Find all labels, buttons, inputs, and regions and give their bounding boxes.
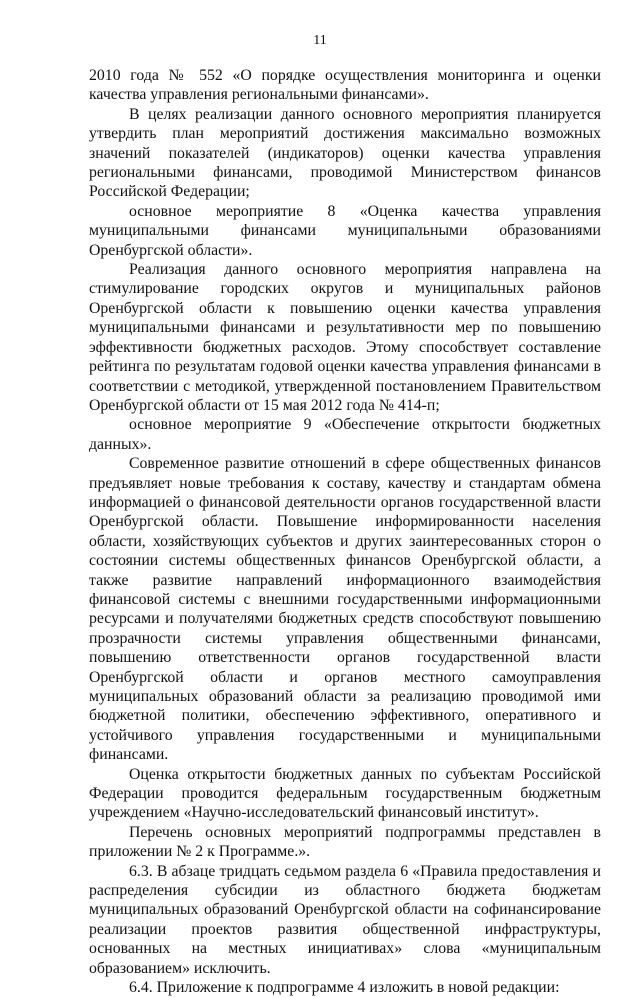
paragraph-public-finance: Современное развитие отношений в сфере общественных финансов предъявляет новые требования к составу, качеству и стандартам обмена информацией о финансовой деятельности органов государственной власти Оренбургской области. Повышение информированности населения области, хозяйствующих субъектов и других заинтересованных сторон о состоянии системы общественных финансов Оренбургской области, а также развитие направлений информационного взаимодействия финансовой системы с внешними государственными информационными ресурсами и получателями бюджетных средств способствуют повышению прозрачности системы управления общественными финансами, повышению ответственности органов государственной власти Оренбургской области и органов местного самоуправления муниципальных образований области за реализацию проводимой ими бюджетной политики, обеспечению эффективного, оперативного и устойчивого управления государственными и муниципальными финансами. [89, 455, 601, 764]
paragraph-plan-measures: В целях реализации данного основного мероприятия планируется утвердить план мероприятий достижения максимально возможных значений показателей (индикаторов) оценки качества управления региональными финансами, проводимой Министерством финансов Российской Федерации; [89, 105, 601, 201]
paragraph-activity-8: основное мероприятие 8 «Оценка качества управления муниципальными финансами муниципальными образованиями Оренбургской области». [89, 202, 601, 259]
paragraph-item-6-4: 6.4. Приложение к подпрограмме 4 изложить в новой редакции: [129, 979, 560, 997]
paragraph-activity-8-details: Реализация данного основного мероприятия направлена на стимулирование городских округов и муниципальных районов Оренбургской области к повышению оценки качества управления муниципальными финансами и результативности мер по повышению эффективности бюджетных расходов. Этому способствует составление рейтинга по результатам годовой оценки качества управления финансами в соответствии с методикой, утвержденной постановлением Правительством Оренбургской области от 15 мая 2012 года № 414-п; [89, 261, 601, 414]
paragraph-item-6-3: 6.3. В абзаце тридцать седьмом раздела 6 «Правила предоставления и распределения субсидии из областного бюджета бюджетам муниципальных образований Оренбургской области на софинансирование реализации проектов развития общественной инфраструктуры, основанных на местных инициативах» слова «муниципальным образованием» исключить. [89, 862, 601, 977]
body-text [89, 66, 601, 998]
paragraph-continuation: 2010 года № 552 «О порядке осуществления мониторинга и оценки качества управления региональными финансами». [89, 67, 601, 104]
paragraph-activity-9: основное мероприятие 9 «Обеспечение открытости бюджетных данных». [89, 416, 601, 453]
paragraph-openness-assessment: Оценка открытости бюджетных данных по субъектам Российской Федерации проводится федеральным государственным бюджетным учреждением «Научно-исследовательский финансовый институт». [89, 765, 601, 822]
paragraph-activities-list: Перечень основных мероприятий подпрограммы представлен в приложении № 2 к Программе.». [89, 823, 601, 861]
page-number: 11 [313, 33, 327, 48]
